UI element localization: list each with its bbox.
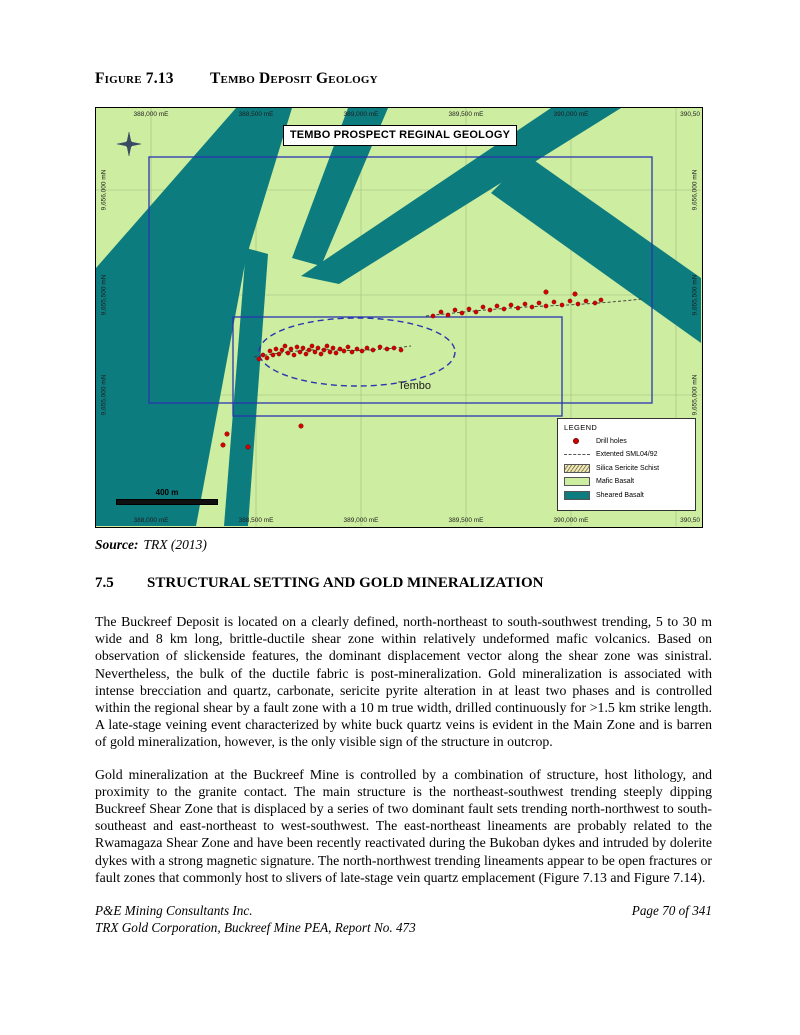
paragraph: The Buckreef Deposit is located on a clearly defined, north-northeast to south-southwest trending, 5 to 30 m wide and 8 km long, brittle-ductile shear zone within relatively undeformed mafic volcanics. Based on observation of slickenside features, the dominant displacement vector along the shear zone was sinistral. Nevertheless, the bulk of the ductile fabric is post-mineralization. Gold mineralization is associated with intense brecciation and quartz, carbonate, sericite pyrite alteration in at least two phases and is controlled within the regional shear by a fault zone with a 10 m true width, drilled continuously for >1.5 km strike length. A late-stage veining event characterized by white buck quartz veins is evident in the Main Zone and is barren of gold mineralization, however, is the only visible sign of the structure in outcrop. — [95, 614, 712, 750]
drill-hole-dot — [268, 349, 272, 353]
coord-label: 9,655,500 mN — [100, 274, 108, 316]
coord-label: 390,000 mE — [553, 111, 589, 118]
coord-label: 388,500 mE — [238, 517, 274, 524]
drill-hole-dot — [460, 311, 464, 315]
drill-hole-dot — [342, 349, 346, 353]
drill-holes-layer — [221, 290, 603, 450]
drill-hole-dot — [530, 305, 534, 309]
map-legend — [557, 418, 696, 511]
legend-label: Sheared Basalt — [596, 491, 644, 499]
drill-hole-dot — [271, 353, 275, 357]
drill-hole-dot — [523, 302, 527, 306]
drill-hole-dot — [289, 347, 293, 351]
drill-hole-dot — [378, 345, 382, 349]
coord-label: 390,50 — [680, 111, 700, 118]
drill-hole-dot — [301, 346, 305, 350]
drill-hole-dot — [392, 346, 396, 350]
drill-hole-dot — [431, 314, 435, 318]
figure-label: Figure 7.13 — [95, 70, 174, 87]
legend-label: Silica Sericite Schist — [596, 464, 660, 472]
drill-hole-dot — [544, 304, 548, 308]
drill-hole-dot — [265, 356, 269, 360]
tembo-label: Tembo — [398, 380, 432, 392]
footer-left — [95, 903, 416, 936]
drill-hole-dot — [310, 344, 314, 348]
source-text: TRX (2013) — [143, 537, 207, 552]
coord-label: 9,656,000 mN — [100, 169, 108, 211]
drill-hole-dot — [446, 313, 450, 317]
drill-hole-dot — [560, 303, 564, 307]
drill-hole-dot — [474, 310, 478, 314]
drill-hole-dot — [516, 306, 520, 310]
silica-schist-swatch — [564, 464, 590, 473]
drill-hole-dot — [568, 299, 572, 303]
scale-label: 400 m — [155, 488, 179, 497]
page-footer — [95, 903, 712, 936]
drill-hole-dot — [576, 302, 580, 306]
drill-hole-dot — [274, 347, 278, 351]
legend-title: LEGEND — [564, 423, 598, 432]
drill-hole-dot — [360, 349, 364, 353]
coord-label: 389,500 mE — [448, 111, 484, 118]
legend-item — [564, 450, 689, 459]
compass-icon — [117, 132, 141, 156]
source-label: Source: — [95, 537, 139, 552]
map-title: TEMBO PROSPECT REGINAL GEOLOGY — [289, 129, 511, 141]
drill-hole-dot — [338, 347, 342, 351]
figure-heading — [95, 70, 712, 88]
mafic-basalt-swatch — [564, 477, 590, 486]
drill-hole-dot — [246, 445, 251, 450]
drill-hole-dot — [593, 301, 597, 305]
drill-hole-dot — [225, 432, 230, 437]
coord-label: 388,000 mE — [133, 517, 169, 524]
legend-item — [564, 437, 689, 446]
drill-hole-dot — [544, 290, 549, 295]
drill-hole-dot — [277, 352, 281, 356]
legend-label: Mafic Basalt — [596, 478, 635, 485]
drill-hole-dot — [334, 351, 338, 355]
legend-item — [564, 464, 689, 473]
drill-hole-dot — [365, 346, 369, 350]
coord-label: 390,50 — [680, 517, 700, 524]
scale-bar — [116, 488, 218, 505]
drill-hole-dot — [292, 353, 296, 357]
drill-hole-dot — [221, 443, 226, 448]
coord-label: 388,500 mE — [238, 111, 274, 118]
drill-hole-dot — [346, 345, 350, 349]
drill-hole-dot — [599, 298, 603, 302]
drill-hole-dot — [509, 303, 513, 307]
drill-hole-dot — [331, 346, 335, 350]
section-heading — [95, 575, 712, 592]
drill-hole-dot — [299, 424, 304, 429]
source-line — [95, 537, 712, 553]
coord-label: 388,000 mE — [133, 111, 169, 118]
coord-label: 9,655,500 mN — [691, 274, 699, 316]
drill-hole-dot — [453, 308, 457, 312]
footer-company: P&E Mining Consultants Inc. — [95, 903, 253, 919]
drill-hole-dot — [322, 348, 326, 352]
drill-hole-dot — [355, 347, 359, 351]
paragraph: Gold mineralization at the Buckreef Mine is controlled by a combination of structure, host lithology, and proximity to the granite contact. The main structure is the northeast-southwest trending steeply dipping Buckreef Shear Zone that is displaced by a series of two dominant fault sets trending north-northwest to south-southeast and east-northeast to west-southwest. The east-northeast lineaments are probably related to the Rwamagaza Shear Zone and have been recently reactivated during the Bukoban dykes and intruded by dolerite dykes with a strong magnetic signature. The north-northwest trending lineaments appear to be open fractures or fault zones that commonly host to slivers of late-stage vein quartz emplacement (Figure 7.13 and Figure 7.14). — [95, 766, 712, 885]
drill-hole-dot — [502, 307, 506, 311]
drill-hole-dot — [257, 357, 261, 361]
drill-hole-dot — [325, 344, 329, 348]
drill-hole-dot — [307, 348, 311, 352]
coord-label: 390,000 mE — [553, 517, 589, 524]
drill-hole-dot — [385, 347, 389, 351]
extended-line-swatch — [564, 450, 590, 459]
drill-hole-dot — [537, 301, 541, 305]
figure-title: Tembo Deposit Geology — [210, 70, 378, 87]
geology-map — [95, 107, 703, 528]
section-title: STRUCTURAL SETTING AND GOLD MINERALIZATION — [147, 575, 544, 591]
coord-label: 9,656,000 mN — [691, 169, 699, 211]
scale-rule — [116, 499, 218, 505]
legend-item — [564, 491, 689, 500]
drill-hole-dot — [328, 350, 332, 354]
drill-hole-dot — [552, 300, 556, 304]
drill-hole-dot — [304, 352, 308, 356]
drill-hole-dot — [371, 348, 375, 352]
footer-page-number: Page 70 of 341 — [631, 903, 712, 919]
drill-section-lines — [254, 299, 642, 357]
drill-hole-dot — [467, 307, 471, 311]
sheared-basalt-swatch — [564, 491, 590, 500]
coord-label: 9,655,000 mN — [100, 374, 108, 416]
drill-hole-dot — [481, 305, 485, 309]
coord-label: 389,500 mE — [448, 517, 484, 524]
coord-label: 389,000 mE — [343, 517, 379, 524]
coord-label: 9,655,000 mN — [691, 374, 699, 416]
drill-hole-dot — [319, 352, 323, 356]
drill-hole-dot — [495, 304, 499, 308]
drill-hole-dot — [286, 351, 290, 355]
legend-label: Drill holes — [596, 437, 627, 445]
drill-hole-dot — [261, 353, 265, 357]
section-number: 7.5 — [95, 575, 114, 591]
legend-item — [564, 477, 689, 486]
drill-hole-dot — [439, 310, 443, 314]
drill-hole-swatch — [564, 437, 590, 446]
drill-hole-dot — [295, 345, 299, 349]
drill-hole-dot — [573, 292, 578, 297]
drill-hole-dot — [488, 308, 492, 312]
coord-label: 389,000 mE — [343, 111, 379, 118]
drill-hole-dot — [584, 299, 588, 303]
footer-report: TRX Gold Corporation, Buckreef Mine PEA, Report No. 473 — [95, 919, 416, 935]
drill-hole-dot — [283, 344, 287, 348]
drill-hole-dot — [298, 350, 302, 354]
drill-hole-dot — [350, 350, 354, 354]
drill-hole-dot — [316, 346, 320, 350]
drill-hole-dot — [313, 350, 317, 354]
drill-hole-dot — [399, 348, 403, 352]
legend-label: Extented SML04/92 — [596, 451, 658, 458]
map-title-box — [283, 125, 517, 146]
drill-hole-dot — [280, 348, 284, 352]
